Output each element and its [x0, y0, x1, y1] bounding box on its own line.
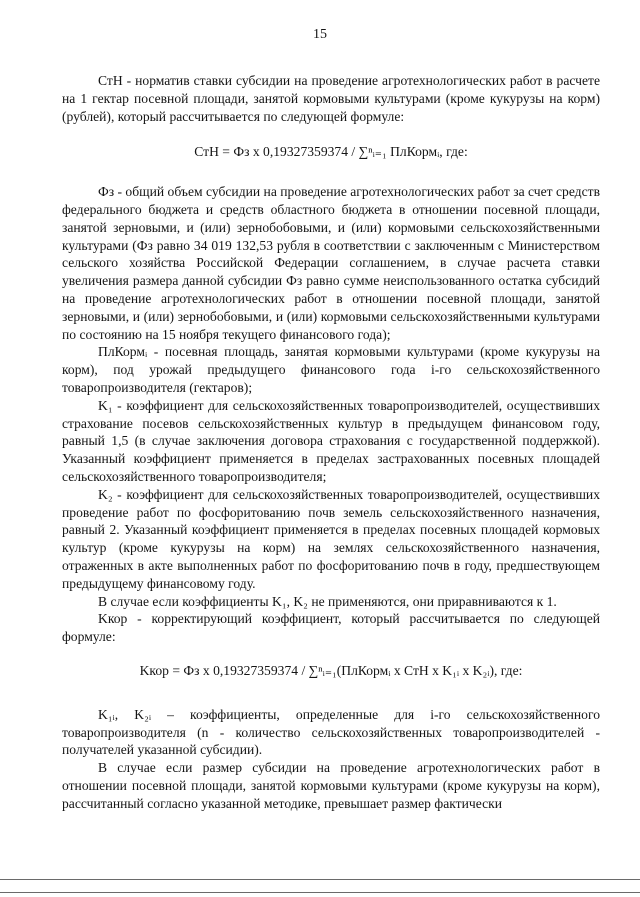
page-number: 15	[313, 27, 327, 42]
paragraph-k1-definition: K₁ - коэффициент для сельскохозяйственных товаропроизводителей, осуществивших страхование посевов сельскохозяйственных культур в предыдущем финансовом году, равный 1,5 (в случае заключения договора страхования с государственной поддержкой). Указанный коэффициент применяется в пределах застрахованных посевных площадей сельскохозяйственного товаропроизводителя;	[62, 397, 600, 484]
formula-stn: СтН = Фз x 0,19327359374 / ∑ⁿᵢ₌₁ ПлКормᵢ, где:	[194, 144, 468, 160]
paragraph-subsidy-excess: В случае если размер субсидии на проведение агротехнологических работ в отношении посевной площади, занятой кормовыми культурами (кроме кукурузы на корм), рассчитанный согласно указанной методике, превышает размер фактически	[62, 760, 600, 811]
formula-kkor: Kкор = Фз x 0,19327359374 / ∑ⁿᵢ₌₁(ПлКормᵢ x СтН x K₁ᵢ x K₂ᵢ), где:	[139, 662, 523, 678]
paragraph-k1i-k2i-definition: K₁ᵢ, K₂ᵢ – коэффициенты, определенные для i-го сельскохозяйственного товаропроизводителя (n - количество сельскохозяйственных товаропроизводителей - получателей указанной субсидии).	[62, 706, 600, 758]
scan-border-line	[0, 879, 640, 880]
paragraph-coefficients-default: В случае если коэффициенты K₁, K₂ не применяются, они приравниваются к 1.	[98, 593, 557, 609]
paragraph-plkorm-definition: ПлКормᵢ - посевная площадь, занятая кормовыми культурами (кроме кукурузы на корм), под урожай предыдущего финансового года i-го сельскохозяйственного товаропроизводителя (гектаров);	[62, 344, 600, 395]
scan-border-line	[0, 892, 640, 893]
paragraph-kkor-definition: Kкор - корректирующий коэффициент, который рассчитывается по следующей формуле:	[62, 611, 600, 645]
paragraph-stn-definition: СтН - норматив ставки субсидии на проведение агротехнологических работ в расчете на 1 гектар посевной площади, занятой кормовыми культурами (кроме кукурузы на корм) (рублей), который рассчитывается по следующей формуле:	[62, 73, 600, 124]
paragraph-k2-definition: K₂ - коэффициент для сельскохозяйственных товаропроизводителей, осуществивших проведение работ по фосфоритованию почв земель сельскохозяйственного назначения, равный 2. Указанный коэффициент применяется в пределах посевных площадей кормовых культур (кроме кукурузы на корм) на землях сельскохозяйственного назначения, отраженных в акте выполненных работ по фосфоритованию почв в году, предшествующем предыдущему финансовому году.	[62, 486, 600, 591]
document-body	[62, 72, 600, 812]
paragraph-fz-definition: Фз - общий объем субсидии на проведение агротехнологических работ за счет средств федерального бюджета и средств областного бюджета в отношении посевной площади, занятой зерновыми, и (или) зернобобовыми, и (или) кормовыми сельскохозяйственными культурами (Фз равно 34 019 132,53 рубля в соответствии с заключенным с Министерством сельского хозяйства Российской Федерации соглашением, в случае расчета ставки увеличения размера данной субсидии Фз равно сумме неиспользованного остатка субсидий на проведение агротехнологических работ в отношении посевной площади, занятой зерновыми, и (или) зернобобовыми, и (или) кормовыми сельскохозяйственными культурами по состоянию на 15 ноября текущего финансового года);	[62, 184, 600, 342]
